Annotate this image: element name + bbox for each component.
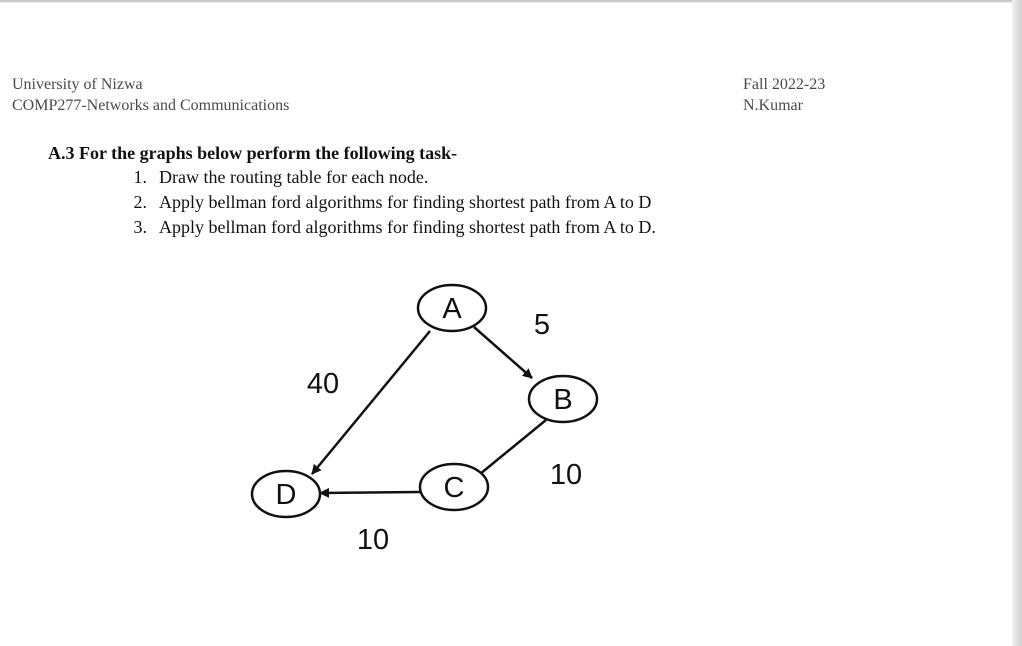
question-title: A.3 For the graphs below perform the following task- xyxy=(48,143,458,163)
edge-c-d xyxy=(320,492,420,493)
task-number: 1. xyxy=(133,167,147,187)
node-d xyxy=(252,471,320,517)
task-text: Apply bellman ford algorithms for finding shortest path from A to D. xyxy=(159,217,656,237)
weight-a-b: 5 xyxy=(533,309,551,341)
node-a xyxy=(418,285,486,331)
node-b-label: B xyxy=(553,384,573,416)
university-name: University of Nizwa xyxy=(12,76,143,93)
term: Fall 2022-23 xyxy=(743,76,826,93)
weight-c-d: 10 xyxy=(356,524,390,556)
edge-a-d xyxy=(312,331,430,474)
weight-b-c: 10 xyxy=(549,459,583,491)
node-c-label: C xyxy=(443,472,465,504)
edge-b-c xyxy=(480,420,546,474)
node-b xyxy=(529,376,597,422)
node-c xyxy=(420,464,488,510)
task-number: 2. xyxy=(133,192,147,212)
node-a-label: A xyxy=(442,293,462,325)
instructor: N.Kumar xyxy=(743,97,803,114)
node-d-label: D xyxy=(275,479,297,511)
task-text: Draw the routing table for each node. xyxy=(159,167,429,187)
weight-a-d: 40 xyxy=(306,368,340,400)
task-text: Apply bellman ford algorithms for finding shortest path from A to D xyxy=(159,192,652,212)
edge-a-b xyxy=(474,327,532,378)
course-title: COMP277-Networks and Communications xyxy=(12,97,290,114)
task-number: 3. xyxy=(133,217,147,237)
